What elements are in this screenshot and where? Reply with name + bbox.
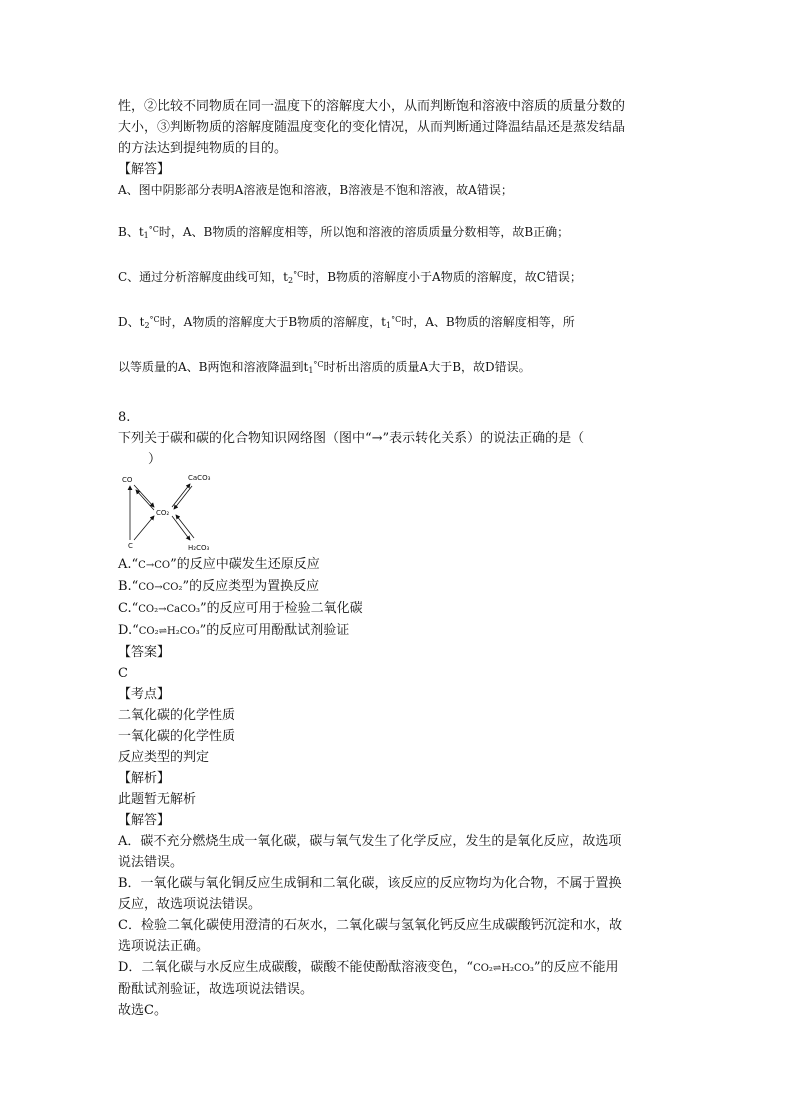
- jiexi-text: 此题暂无解析: [118, 792, 197, 807]
- kaodian-item: 一氧化碳的化学性质: [118, 729, 236, 744]
- arrow-co2-to-co: [136, 490, 154, 510]
- explain-b-2: 反应，故选项说法错误。: [118, 897, 262, 912]
- prev-option-d-cont: 以等质量的A、B两饱和溶液降温到$t_1^{^\circ C}$时析出溶质的质量A大于B，故D错误。: [118, 360, 531, 375]
- carbon-network-diagram: [120, 472, 230, 552]
- node-c: C: [128, 542, 133, 550]
- jiexi-heading: 【解析】: [118, 771, 171, 786]
- prev-option-d: D、$t_2^{^\circ C}$时，A物质的溶解度大于B物质的溶解度，$t_1^{^\circ C}$时，A、B物质的溶解度相等，所: [118, 315, 575, 330]
- question-stem-bracket: ）: [148, 452, 162, 467]
- prev-line-3: 的方法达到提纯物质的目的。: [118, 141, 288, 156]
- option-a: A.“C→CO”的反应中碳发生还原反应: [118, 557, 320, 572]
- final-answer: 故选C。: [118, 1003, 167, 1018]
- jieda-heading: 【解答】: [118, 813, 171, 828]
- explain-a-1: A．碳不充分燃烧生成一氧化碳，碳与氧气发生了化学反应，发生的是氧化反应，故选项: [118, 834, 622, 849]
- explain-a-2: 说法错误。: [118, 855, 184, 870]
- prev-option-b: B、$t_1^{^\circ C}$时，A、B物质的溶解度相等，所以饱和溶液的溶质质量分数相等，故B正确；: [118, 225, 570, 240]
- arrow-co-to-co2: [134, 485, 154, 507]
- node-co: CO: [122, 476, 133, 484]
- kaodian-item: 二氧化碳的化学性质: [118, 708, 236, 723]
- kaodian-item: 反应类型的判定: [118, 750, 210, 765]
- arrow-h2co3-to-co2: [176, 515, 194, 538]
- explain-d-1: D．二氧化碳与水反应生成碳酸，碳酸不能使酚酞溶液变色，“CO₂⇌H₂CO₃”的反应不能用: [118, 960, 619, 975]
- prev-option-a: A、图中阴影部分表明A溶液是饱和溶液，B溶液是不饱和溶液，故A错误；: [118, 183, 513, 197]
- answer-heading: 【答案】: [118, 645, 171, 660]
- explain-b-1: B．一氧化碳与氧化铜反应生成铜和二氧化碳，该反应的反应物均为化合物，不属于置换: [118, 876, 622, 891]
- answer-value: C: [118, 666, 128, 681]
- prev-answer-heading: 【解答】: [118, 162, 171, 177]
- prev-line-1: 性，②比较不同物质在同一温度下的溶解度大小，从而判断饱和溶液中溶质的质量分数的: [118, 99, 626, 114]
- question-number: 8.: [118, 410, 131, 425]
- option-c: C.“CO₂→CaCO₃”的反应可用于检验二氧化碳: [118, 601, 363, 616]
- prev-line-2: 大小，③判断物质的溶解度随温度变化的变化情况，从而判断通过降温结晶还是蒸发结晶: [118, 120, 626, 135]
- arrow-c-to-co2: [134, 516, 154, 540]
- node-h2co3: H₂CO₃: [188, 544, 210, 552]
- kaodian-heading: 【考点】: [118, 687, 171, 702]
- arrow-co2-to-h2co3: [172, 516, 190, 540]
- arrow-caco3-to-co2: [174, 486, 192, 509]
- arrow-co2-to-caco3: [172, 484, 190, 507]
- document-page: [118, 96, 678, 1021]
- node-caco3: CaCO₃: [188, 474, 211, 482]
- question-stem: 下列关于碳和碳的化合物知识网络图（图中“→”表示转化关系）的说法正确的是（: [118, 431, 585, 446]
- option-b: B.“CO→CO₂”的反应类型为置换反应: [118, 579, 320, 594]
- option-d: D.“CO₂⇌H₂CO₃”的反应可用酚酞试剂验证: [118, 623, 350, 638]
- node-co2: CO₂: [156, 509, 170, 517]
- explain-d-2: 酚酞试剂验证，故选项说法错误。: [118, 982, 314, 997]
- explain-c-2: 选项说法正确。: [118, 939, 210, 954]
- explain-c-1: C．检验二氧化碳使用澄清的石灰水，二氧化碳与氢氧化钙反应生成碳酸钙沉淀和水，故: [118, 918, 622, 933]
- prev-option-c: C、通过分析溶解度曲线可知，$t_2^{^\circ C}$时，B物质的溶解度小于A物质的溶解度，故C错误；: [118, 270, 582, 285]
